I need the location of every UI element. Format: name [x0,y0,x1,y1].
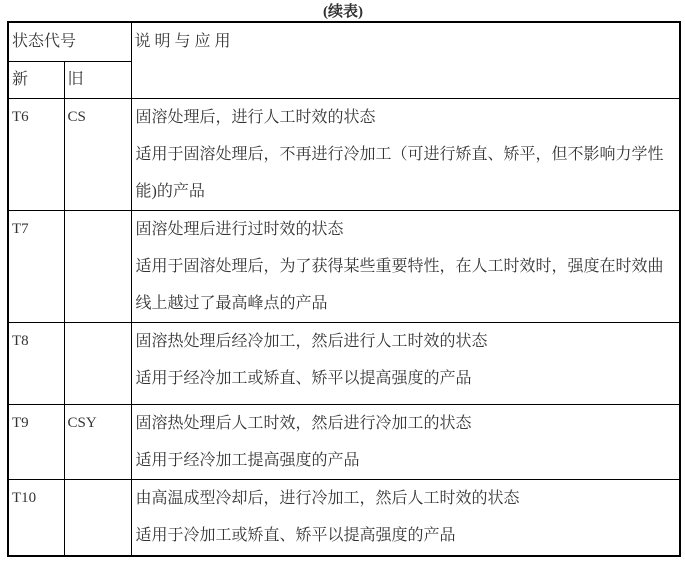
description-line: 固溶热处理后人工时效，然后进行冷加工的状态 [135,415,472,432]
description-line: 固溶处理后，进行人工时效的状态 [135,109,376,126]
cell-description [131,99,680,211]
table-row-t6 [8,99,680,211]
table-row-t10 [8,480,680,556]
cell-new-code: T7 [8,211,64,323]
description-line: 适用于经冷加工提高强度的产品 [135,452,360,469]
cell-new-code: T8 [8,323,64,405]
cell-description [131,480,680,556]
description-line: 适用于固溶处理后，不再进行冷加工（可进行矫直、矫平，但不影响力学性能)的产品 [135,146,664,200]
cell-old-code [64,323,131,405]
description-line: 适用于冷加工或矫直、矫平以提高强度的产品 [135,527,456,544]
header-new: 新 [8,62,64,99]
cell-description [131,211,680,323]
description-line: 适用于经冷加工或矫直、矫平以提高强度的产品 [135,370,472,387]
cell-new-code: T9 [8,405,64,480]
cell-new-code: T6 [8,99,64,211]
header-row-1 [8,22,680,62]
table-row-t8 [8,323,680,405]
table-row-t9 [8,405,680,480]
cell-new-code: T10 [8,480,64,556]
table-caption: (续表) [323,4,363,20]
temper-designation-table [7,21,681,557]
cell-old-code [64,480,131,556]
header-description: 说 明 与 应 用 [131,22,680,99]
description-line: 适用于固溶处理后，为了获得某些重要特性，在人工时效时，强度在时效曲线上越过了最高峰点的产品 [135,258,664,312]
description-line: 固溶热处理后经冷加工，然后进行人工时效的状态 [135,333,488,350]
cell-old-code [64,211,131,323]
header-state-code: 状态代号 [8,22,131,62]
table-row-t7 [8,211,680,323]
cell-description [131,323,680,405]
cell-description [131,405,680,480]
header-old: 旧 [64,62,131,99]
description-line: 固溶处理后进行过时效的状态 [135,221,344,238]
cell-old-code: CS [64,99,131,211]
cell-old-code: CSY [64,405,131,480]
description-line: 由高温成型冷却后，进行冷加工，然后人工时效的状态 [135,490,520,507]
